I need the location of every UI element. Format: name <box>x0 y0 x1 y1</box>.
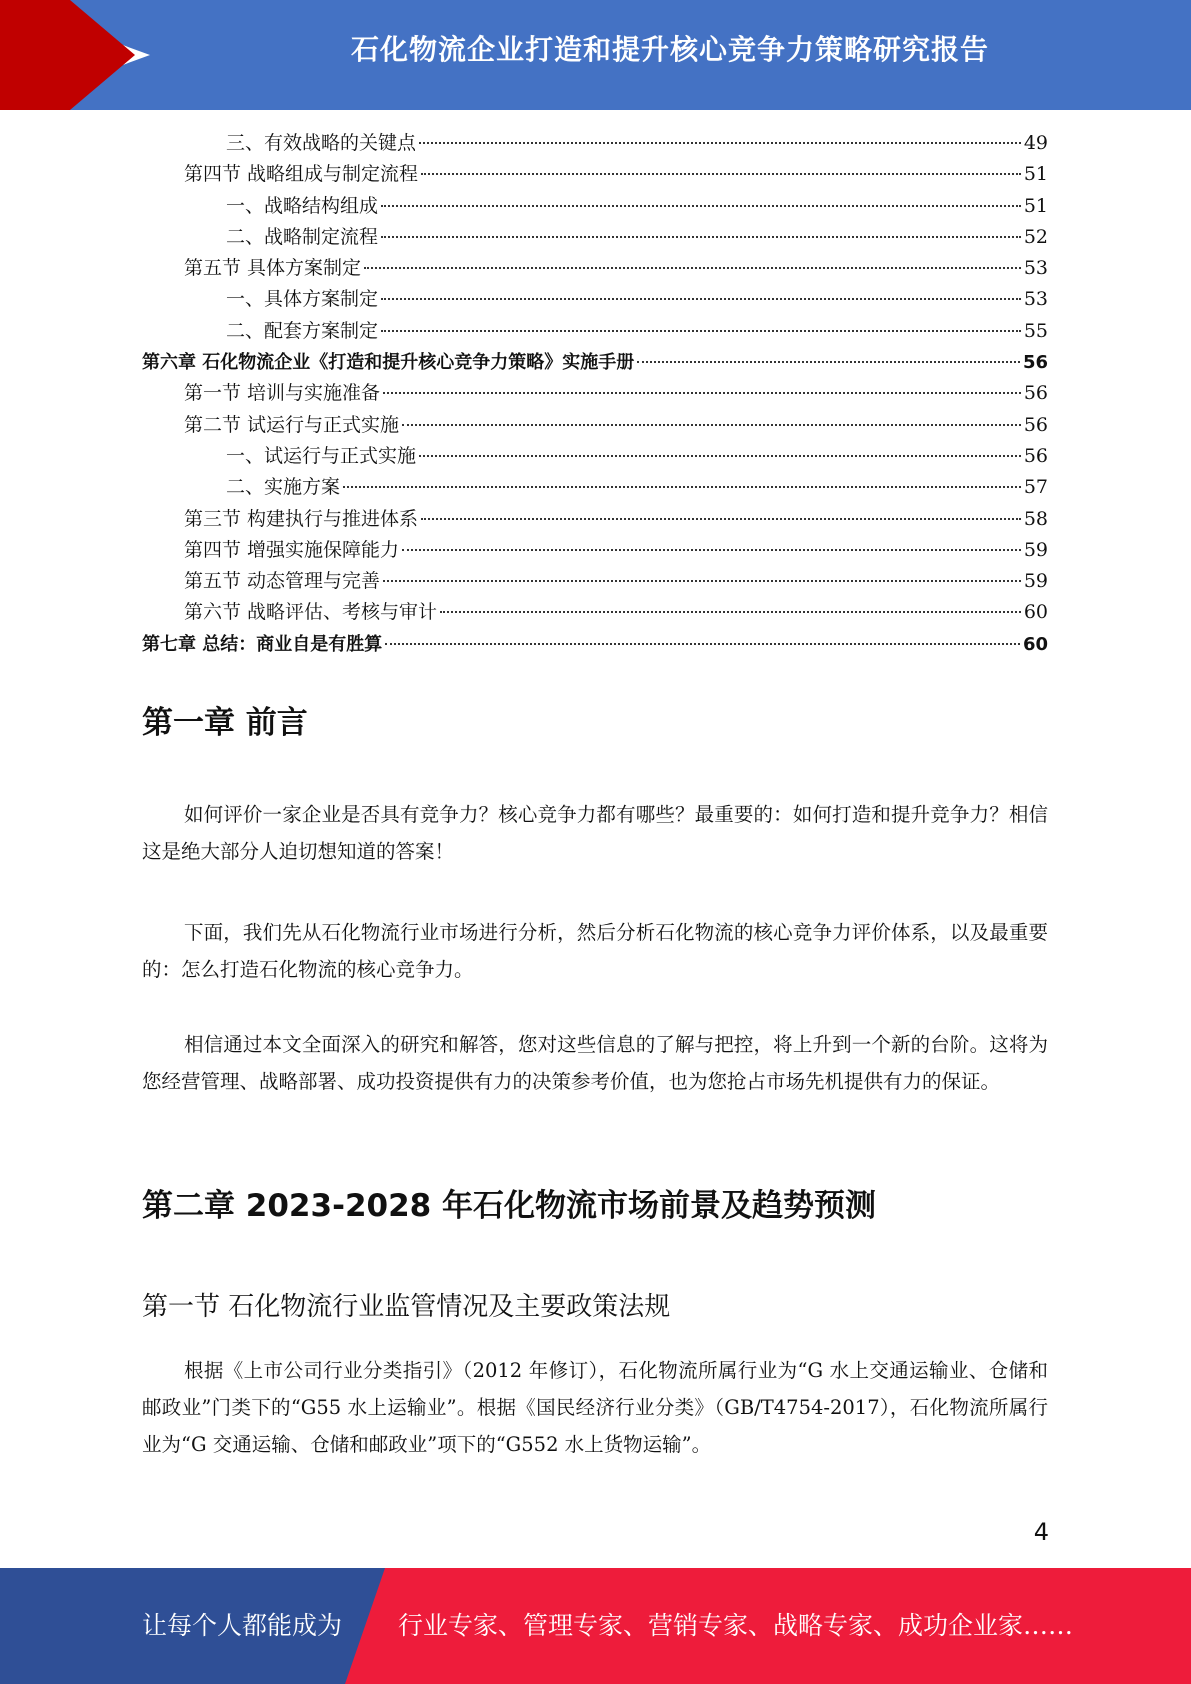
toc-entry[interactable] <box>142 159 1048 190</box>
toc-entry[interactable] <box>142 566 1048 597</box>
toc-entry-label: 二、配套方案制定 <box>226 319 379 342</box>
toc-entry-page: 56 <box>1023 382 1048 405</box>
toc-entry-page: 55 <box>1023 319 1048 342</box>
footer-slogan-right: 行业专家、管理专家、营销专家、战略专家、成功企业家…… <box>398 1611 1074 1640</box>
toc-dot-leader <box>385 643 1020 645</box>
toc-entry[interactable] <box>142 347 1048 378</box>
toc-entry-page: 59 <box>1023 570 1048 593</box>
toc-entry-label: 第六节 战略评估、考核与审计 <box>184 601 438 624</box>
toc-dot-leader <box>421 173 1021 175</box>
toc-entry[interactable] <box>142 316 1048 347</box>
toc-entry-page: 57 <box>1023 476 1048 499</box>
toc-entry-label: 第六章 石化物流企业《打造和提升核心竞争力策略》实施手册 <box>142 352 635 374</box>
toc-entry[interactable] <box>142 378 1048 409</box>
toc-entry[interactable] <box>142 504 1048 535</box>
toc-dot-leader <box>364 267 1021 269</box>
toc-entry-label: 第三节 构建执行与推进体系 <box>184 507 419 530</box>
toc-entry-label: 第五节 动态管理与完善 <box>184 570 381 593</box>
toc-dot-leader <box>381 330 1021 332</box>
toc-entry-label: 二、实施方案 <box>226 476 341 499</box>
toc-entry-page: 60 <box>1023 601 1048 624</box>
toc-entry-label: 一、具体方案制定 <box>226 288 379 311</box>
toc-entry[interactable] <box>142 191 1048 222</box>
chapter1-heading: 第一章 前言 <box>142 705 308 741</box>
toc-entry-page: 59 <box>1023 538 1048 561</box>
toc-entry-page: 49 <box>1023 132 1048 154</box>
toc-dot-leader <box>637 361 1020 363</box>
toc-entry-page: 51 <box>1023 163 1048 186</box>
toc-entry-page: 60 <box>1022 633 1048 655</box>
toc-dot-leader <box>402 424 1021 426</box>
toc-entry[interactable] <box>142 253 1048 284</box>
toc-entry[interactable] <box>142 597 1048 628</box>
section-paragraph: 根据《上市公司行业分类指引》（2012 年修订），石化物流所属行业为“G 水上交通运输业、仓储和邮政业”门类下的“G55 水上运输业”。根据《国民经济行业分类》（GB/T4754-2017），石化物流所属行业为“G 交通运输、仓储和邮政业”项下的“G552 水上货物运输”。 <box>142 1359 1048 1456</box>
toc-entry[interactable] <box>142 441 1048 472</box>
footer-slogan-left: 让每个人都能成为 <box>142 1611 343 1640</box>
chapter1-paragraph-3: 相信通过本文全面深入的研究和解答，您对这些信息的了解与把控，将上升到一个新的台阶。这将为您经营管理、战略部署、成功投资提供有力的决策参考价值，也为您抢占市场先机提供有力的保证。 <box>142 1033 1048 1093</box>
toc-entry-label: 第四节 战略组成与制定流程 <box>184 163 419 186</box>
toc-dot-leader <box>381 236 1021 238</box>
toc-entry-page: 56 <box>1022 352 1048 374</box>
toc-entry-page: 52 <box>1023 225 1048 248</box>
section-heading: 第一节 石化物流行业监管情况及主要政策法规 <box>142 1292 671 1322</box>
toc-entry-page: 56 <box>1023 444 1048 467</box>
toc-entry[interactable] <box>142 284 1048 315</box>
report-title: 石化物流企业打造和提升核心竞争力策略研究报告 <box>350 33 989 66</box>
toc-entry[interactable] <box>142 222 1048 253</box>
chapter2-heading: 第二章 2023-2028 年石化物流市场前景及趋势预测 <box>142 1188 877 1224</box>
toc-dot-leader <box>440 611 1021 613</box>
toc-dot-leader <box>421 518 1021 520</box>
toc-entry-page: 53 <box>1023 257 1048 280</box>
toc-entry-label: 第七章 总结：商业自是有胜算 <box>142 633 383 655</box>
toc-dot-leader <box>381 205 1021 207</box>
toc-entry-label: 一、试运行与正式实施 <box>226 444 417 467</box>
toc-entry-label: 第四节 增强实施保障能力 <box>184 538 400 561</box>
toc-entry-page: 53 <box>1023 288 1048 311</box>
chapter1-paragraph-1: 如何评价一家企业是否具有竞争力？核心竞争力都有哪些？最重要的：如何打造和提升竞争力？相信这是绝大部分人迫切想知道的答案！ <box>142 803 1048 863</box>
page-number: 4 <box>1033 1518 1049 1546</box>
page-header <box>0 0 1191 110</box>
toc-entry-label: 第五节 具体方案制定 <box>184 257 362 280</box>
toc-entry-page: 56 <box>1023 413 1048 436</box>
toc-entry[interactable] <box>142 629 1048 660</box>
toc-entry[interactable] <box>142 535 1048 566</box>
toc-entry-label: 三、有效战略的关键点 <box>226 132 417 154</box>
toc-entry-label: 第一节 培训与实施准备 <box>184 382 381 405</box>
toc-entry[interactable] <box>142 472 1048 503</box>
table-of-contents <box>142 128 1048 660</box>
toc-dot-leader <box>383 580 1021 582</box>
toc-entry[interactable] <box>142 410 1048 441</box>
toc-entry-label: 二、战略制定流程 <box>226 225 379 248</box>
toc-dot-leader <box>402 549 1021 551</box>
chapter1-paragraph-2: 下面，我们先从石化物流行业市场进行分析，然后分析石化物流的核心竞争力评价体系，以及最重要的：怎么打造石化物流的核心竞争力。 <box>142 921 1048 981</box>
page-footer <box>0 1568 1191 1684</box>
toc-dot-leader <box>383 392 1021 394</box>
toc-entry-page: 51 <box>1023 194 1048 217</box>
toc-dot-leader <box>419 142 1021 144</box>
toc-dot-leader <box>343 486 1021 488</box>
toc-dot-leader <box>419 455 1021 457</box>
toc-entry-label: 一、战略结构组成 <box>226 194 379 217</box>
toc-entry[interactable] <box>142 128 1048 159</box>
toc-entry-page: 58 <box>1023 507 1048 530</box>
toc-dot-leader <box>381 298 1021 300</box>
toc-entry-label: 第二节 试运行与正式实施 <box>184 413 400 436</box>
